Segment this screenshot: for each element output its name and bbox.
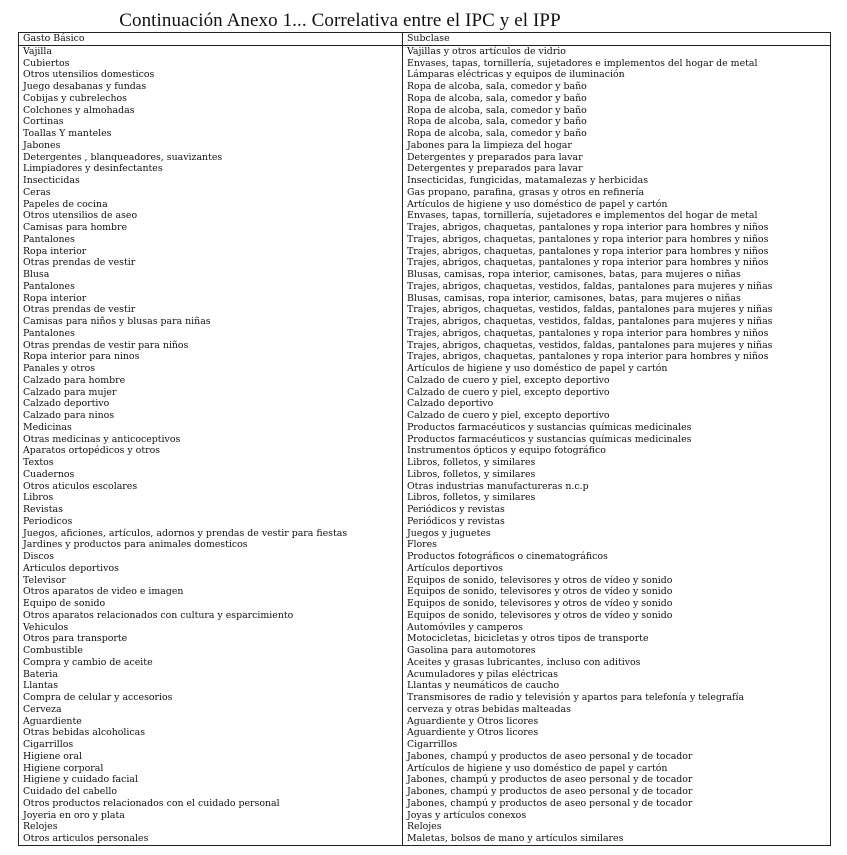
table-row <box>19 281 831 293</box>
gasto-basico-cell: Revistas <box>23 504 63 515</box>
subclase-cell: Ropa de alcoba, sala, comedor y baño <box>403 116 831 128</box>
subclase-cell: Calzado de cuero y piel, excepto deportivo <box>403 375 831 387</box>
subclase-cell: Productos fotográficos o cinematográficos <box>403 551 831 563</box>
subclase-cell: Trajes, abrigos, chaquetas, pantalones y ropa interior para hombres y niños <box>403 257 831 269</box>
subclase-cell: Detergentes y preparados para lavar <box>403 163 831 175</box>
table-row <box>19 563 831 575</box>
gasto-basico-cell: Relojes <box>23 821 58 833</box>
table-header <box>19 33 831 46</box>
gasto-basico-cell: Medicinas <box>23 421 72 433</box>
subclase-cell: Motocicletas, bicicletas y otros tipos de transporte <box>403 633 831 645</box>
table-body <box>19 45 831 845</box>
table-row <box>19 234 831 246</box>
subclase-cell: Flores <box>403 539 831 551</box>
table-row <box>19 528 831 540</box>
gasto-basico-cell: Otros para transporte <box>23 633 128 645</box>
gasto-basico-cell: Insecticidas <box>23 175 80 186</box>
subclase-cell: Maletas, bolsos de mano y artículos similares <box>403 833 831 845</box>
gasto-basico-cell: Otros aparatos relacionados con cultura y esparcimiento <box>23 609 294 621</box>
gasto-basico-cell: Otros productos relacionados con el cuidado personal <box>23 797 280 809</box>
table-row <box>19 375 831 387</box>
gasto-basico-cell: Periodicos <box>23 515 73 527</box>
gasto-basico-cell: Panales y otros <box>23 363 96 374</box>
gasto-basico-cell: Articulos deportivos <box>23 562 119 574</box>
gasto-basico-cell: Cubiertos <box>23 57 70 69</box>
gasto-basico-cell: Vehiculos <box>23 621 69 633</box>
gasto-basico-cell: Jardines y productos para animales domesticos <box>23 539 248 551</box>
subclase-cell: Blusas, camisas, ropa interior, camisones, batas, para mujeres o niñas <box>403 269 831 281</box>
gasto-basico-cell: Joyeria en oro y plata <box>23 809 125 821</box>
table-row <box>19 398 831 410</box>
subclase-cell: Trajes, abrigos, chaquetas, pantalones y ropa interior para hombres y niños <box>403 222 831 234</box>
table-row <box>19 716 831 728</box>
subclase-cell: Trajes, abrigos, chaquetas, pantalones y ropa interior para hombres y niños <box>403 246 831 258</box>
subclase-cell: Periódicos y revistas <box>403 516 831 528</box>
table-row <box>19 293 831 305</box>
subclase-cell: Artículos de higiene y uso doméstico de papel y cartón <box>403 199 831 211</box>
subclase-cell: Libros, folletos, y similares <box>403 492 831 504</box>
table-row <box>19 457 831 469</box>
subclase-cell: Calzado de cuero y piel, excepto deportivo <box>403 387 831 399</box>
table-row <box>19 481 831 493</box>
subclase-cell: Trajes, abrigos, chaquetas, vestidos, faldas, pantalones para mujeres y niñas <box>403 281 831 293</box>
subclase-cell: Joyas y artículos conexos <box>403 810 831 822</box>
table-row <box>19 786 831 798</box>
subclase-cell: Artículos de higiene y uso doméstico de papel y cartón <box>403 363 831 375</box>
table-row <box>19 152 831 164</box>
gasto-basico-cell: Otras prendas de vestir para niños <box>23 339 189 351</box>
subclase-cell: Trajes, abrigos, chaquetas, vestidos, faldas, pantalones para mujeres y niñas <box>403 340 831 352</box>
subclase-cell: Ropa de alcoba, sala, comedor y baño <box>403 128 831 140</box>
subclase-cell: Periódicos y revistas <box>403 504 831 516</box>
gasto-basico-cell: Otras prendas de vestir <box>23 304 136 316</box>
subclase-cell: cerveza y otras bebidas malteadas <box>403 704 831 716</box>
table-row <box>19 422 831 434</box>
gasto-basico-cell: Higiene corporal <box>23 762 104 774</box>
table-row <box>19 833 831 845</box>
table-row <box>19 492 831 504</box>
subclase-cell: Relojes <box>403 821 831 833</box>
gasto-basico-cell: Toallas Y manteles <box>23 128 112 139</box>
gasto-basico-cell: Cerveza <box>23 703 62 715</box>
gasto-basico-cell: Pantalones <box>23 233 75 245</box>
gasto-basico-cell: Textos <box>23 457 54 468</box>
gasto-basico-cell: Limpiadores y desinfectantes <box>23 163 163 175</box>
table-row <box>19 304 831 316</box>
gasto-basico-cell: Discos <box>23 551 55 562</box>
subclase-cell: Ropa de alcoba, sala, comedor y baño <box>403 93 831 105</box>
gasto-basico-cell: Calzado para ninos <box>23 410 115 421</box>
table-row <box>19 821 831 833</box>
table-row <box>19 116 831 128</box>
gasto-basico-cell: Blusa <box>23 269 50 280</box>
table-row <box>19 128 831 140</box>
subclase-cell: Jabones, champú y productos de aseo personal y de tocador <box>403 751 831 763</box>
gasto-basico-cell: Cortinas <box>23 116 64 128</box>
subclase-cell: Artículos de higiene y uso doméstico de papel y cartón <box>403 763 831 775</box>
gasto-basico-cell: Colchones y almohadas <box>23 104 135 116</box>
table-row <box>19 669 831 681</box>
gasto-basico-cell: Detergentes , blanqueadores, suavizantes <box>23 151 223 163</box>
subclase-cell: Equipos de sonido, televisores y otros de vídeo y sonido <box>403 586 831 598</box>
table-row <box>19 269 831 281</box>
subclase-cell: Trajes, abrigos, chaquetas, pantalones y ropa interior para hombres y niños <box>403 328 831 340</box>
gasto-basico-cell: Ropa interior <box>23 292 87 304</box>
subclase-cell: Detergentes y preparados para lavar <box>403 152 831 164</box>
subclase-cell: Trajes, abrigos, chaquetas, vestidos, faldas, pantalones para mujeres y niñas <box>403 304 831 316</box>
table-row <box>19 622 831 634</box>
table-row <box>19 58 831 70</box>
subclase-cell: Equipos de sonido, televisores y otros de vídeo y sonido <box>403 575 831 587</box>
table-row <box>19 657 831 669</box>
gasto-basico-cell: Vajilla <box>23 45 52 57</box>
table-row <box>19 610 831 622</box>
table-row <box>19 222 831 234</box>
gasto-basico-cell: Compra y cambio de aceite <box>23 656 153 668</box>
table-row <box>19 680 831 692</box>
table-row <box>19 163 831 175</box>
subclase-cell: Jabones, champú y productos de aseo personal y de tocador <box>403 774 831 786</box>
gasto-basico-cell: Cuadernos <box>23 468 75 480</box>
gasto-basico-cell: Ropa interior <box>23 245 87 257</box>
subclase-cell: Envases, tapas, tornillería, sujetadores e implementos del hogar de metal <box>403 58 831 70</box>
gasto-basico-cell: Calzado para hombre <box>23 374 126 386</box>
table-row <box>19 798 831 810</box>
subclase-cell: Aguardiente y Otros licores <box>403 716 831 728</box>
table-row <box>19 504 831 516</box>
table-row <box>19 727 831 739</box>
table-row <box>19 551 831 563</box>
subclase-cell: Insecticidas, fungicidas, matamalezas y herbicidas <box>403 175 831 187</box>
table-row <box>19 340 831 352</box>
subclase-cell: Equipos de sonido, televisores y otros de vídeo y sonido <box>403 610 831 622</box>
table-row <box>19 575 831 587</box>
subclase-cell: Libros, folletos, y similares <box>403 469 831 481</box>
gasto-basico-cell: Llantas <box>23 680 59 692</box>
subclase-cell: Artículos deportivos <box>403 563 831 575</box>
header-subclase: Subclase <box>403 33 831 46</box>
table-row <box>19 93 831 105</box>
gasto-basico-cell: Otros utensilios de aseo <box>23 210 138 222</box>
table-row <box>19 586 831 598</box>
gasto-basico-cell: Pantalones <box>23 280 75 292</box>
subclase-cell: Trajes, abrigos, chaquetas, vestidos, faldas, pantalones para mujeres y niñas <box>403 316 831 328</box>
table-row <box>19 210 831 222</box>
gasto-basico-cell: Otras prendas de vestir <box>23 257 136 269</box>
subclase-cell: Cigarrillos <box>403 739 831 751</box>
gasto-basico-cell: Bateria <box>23 668 58 680</box>
table-row <box>19 692 831 704</box>
table-row <box>19 187 831 199</box>
subclase-cell: Aguardiente y Otros licores <box>403 727 831 739</box>
table-row <box>19 469 831 481</box>
gasto-basico-cell: Camisas para niños y blusas para niñas <box>23 316 211 327</box>
subclase-cell: Vajillas y otros artículos de vidrio <box>403 45 831 57</box>
subclase-cell: Automóviles y camperos <box>403 622 831 634</box>
table-row <box>19 751 831 763</box>
table-row <box>19 598 831 610</box>
table-row <box>19 140 831 152</box>
table-row <box>19 704 831 716</box>
header-gasto-basico: Gasto Básico <box>19 33 403 46</box>
subclase-cell: Trajes, abrigos, chaquetas, pantalones y ropa interior para hombres y niños <box>403 351 831 363</box>
subclase-cell: Jabones, champú y productos de aseo personal y de tocador <box>403 786 831 798</box>
subclase-cell: Blusas, camisas, ropa interior, camisones, batas, para mujeres o niñas <box>403 293 831 305</box>
gasto-basico-cell: Camisas para hombre <box>23 222 128 233</box>
gasto-basico-cell: Otros aticulos escolares <box>23 480 138 492</box>
table-row <box>19 410 831 422</box>
subclase-cell: Jabones para la limpieza del hogar <box>403 140 831 152</box>
table-row <box>19 539 831 551</box>
table-row <box>19 199 831 211</box>
table-row <box>19 445 831 457</box>
gasto-basico-cell: Otros utensilios domesticos <box>23 69 155 81</box>
table-row <box>19 763 831 775</box>
gasto-basico-cell: Cuidado del cabello <box>23 786 117 797</box>
table-row <box>19 257 831 269</box>
gasto-basico-cell: Calzado deportivo <box>23 398 110 410</box>
gasto-basico-cell: Juego desabanas y fundas <box>23 81 147 92</box>
subclase-cell: Lámparas eléctricas y equipos de iluminación <box>403 69 831 81</box>
subclase-cell: Llantas y neumáticos de caucho <box>403 680 831 692</box>
subclase-cell: Juegos y juguetes <box>403 528 831 540</box>
subclase-cell: Gasolina para automotores <box>403 645 831 657</box>
gasto-basico-cell: Aguardiente <box>23 715 82 727</box>
subclase-cell: Jabones, champú y productos de aseo personal y de tocador <box>403 798 831 810</box>
table-row <box>19 363 831 375</box>
subclase-cell: Libros, folletos, y similares <box>403 457 831 469</box>
subclase-cell: Productos farmacéuticos y sustancias químicas medicinales <box>403 434 831 446</box>
correlation-table <box>18 32 831 846</box>
gasto-basico-cell: Otros articulos personales <box>23 833 149 844</box>
gasto-basico-cell: Higiene y cuidado facial <box>23 774 138 786</box>
subclase-cell: Acumuladores y pilas eléctricas <box>403 669 831 681</box>
gasto-basico-cell: Jabones <box>23 139 61 151</box>
gasto-basico-cell: Equipo de sonido <box>23 598 106 609</box>
gasto-basico-cell: Higiene oral <box>23 750 83 762</box>
table-row <box>19 316 831 328</box>
gasto-basico-cell: Ropa interior para ninos <box>23 351 140 363</box>
gasto-basico-cell: Cobijas y cubrelechos <box>23 92 127 104</box>
table-row <box>19 774 831 786</box>
subclase-cell: Ropa de alcoba, sala, comedor y baño <box>403 81 831 93</box>
gasto-basico-cell: Compra de celular y accesorios <box>23 692 173 703</box>
table-row <box>19 69 831 81</box>
subclase-cell: Productos farmacéuticos y sustancias químicas medicinales <box>403 422 831 434</box>
gasto-basico-cell: Cigarrillos <box>23 739 74 750</box>
subclase-cell: Instrumentos ópticos y equipo fotográfico <box>403 445 831 457</box>
table-row <box>19 351 831 363</box>
gasto-basico-cell: Calzado para mujer <box>23 386 117 398</box>
gasto-basico-cell: Combustible <box>23 645 83 656</box>
table-row <box>19 328 831 340</box>
table-row <box>19 434 831 446</box>
subclase-cell: Calzado deportivo <box>403 398 831 410</box>
table-row <box>19 739 831 751</box>
header-row <box>19 33 831 46</box>
gasto-basico-cell: Papeles de cocina <box>23 198 108 210</box>
table-row <box>19 645 831 657</box>
subclase-cell: Envases, tapas, tornillería, sujetadores e implementos del hogar de metal <box>403 210 831 222</box>
subclase-cell: Equipos de sonido, televisores y otros de vídeo y sonido <box>403 598 831 610</box>
table-row <box>19 81 831 93</box>
table-row <box>19 516 831 528</box>
table-row <box>19 175 831 187</box>
gasto-basico-cell: Aparatos ortopédicos y otros <box>23 445 161 457</box>
table-row <box>19 246 831 258</box>
gasto-basico-cell: Otras bebidas alcoholicas <box>23 727 146 739</box>
table-row <box>19 633 831 645</box>
table-row <box>19 387 831 399</box>
subclase-cell: Gas propano, parafina, grasas y otros en refinería <box>403 187 831 199</box>
table-row <box>19 810 831 822</box>
subclase-cell: Ropa de alcoba, sala, comedor y baño <box>403 105 831 117</box>
table-row <box>19 105 831 117</box>
subclase-cell: Calzado de cuero y piel, excepto deportivo <box>403 410 831 422</box>
gasto-basico-cell: Televisor <box>23 574 66 586</box>
gasto-basico-cell: Otros aparatos de video e imagen <box>23 586 184 598</box>
gasto-basico-cell: Ceras <box>23 186 51 198</box>
subclase-cell: Otras industrias manufactureras n.c.p <box>403 481 831 493</box>
gasto-basico-cell: Otras medicinas y anticoceptivos <box>23 433 181 445</box>
subclase-cell: Trajes, abrigos, chaquetas, pantalones y ropa interior para hombres y niños <box>403 234 831 246</box>
subclase-cell: Transmisores de radio y televisión y apartos para telefonía y telegrafía <box>403 692 831 704</box>
subclase-cell: Aceites y grasas lubricantes, incluso con aditivos <box>403 657 831 669</box>
document-title: Continuación Anexo 1... Correlativa entre el IPC y el IPP <box>119 10 561 31</box>
gasto-basico-cell: Pantalones <box>23 327 75 339</box>
gasto-basico-cell: Libros <box>23 492 54 504</box>
gasto-basico-cell: Juegos, aficiones, artículos, adornos y prendas de vestir para fiestas <box>23 527 348 539</box>
table-row <box>19 45 831 57</box>
